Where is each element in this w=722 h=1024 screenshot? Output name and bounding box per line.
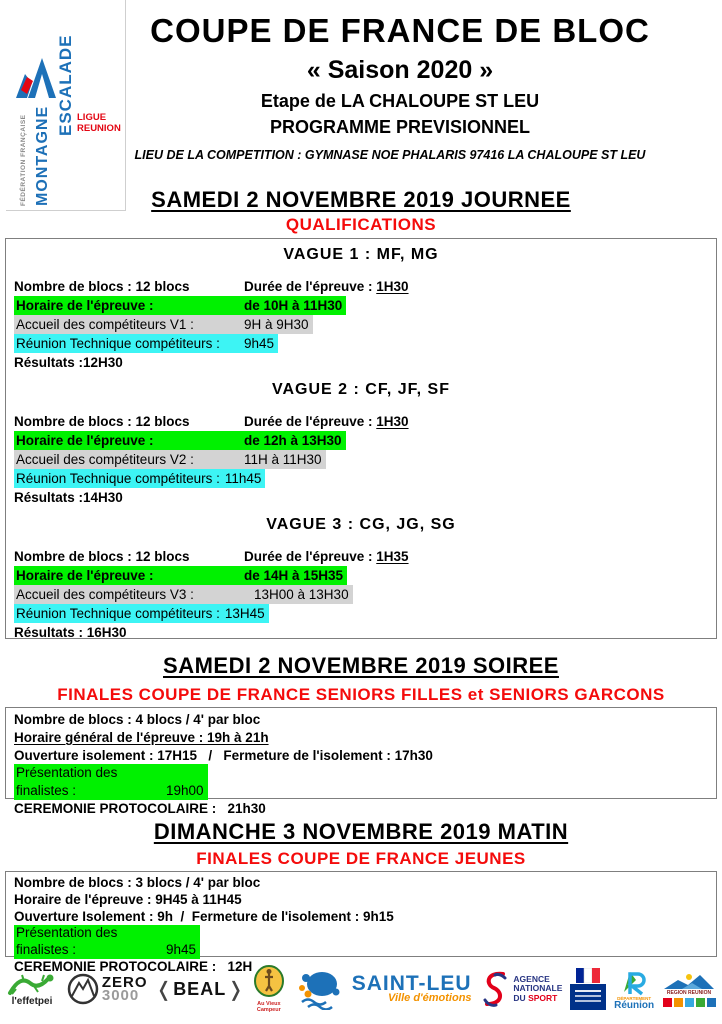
agence-nationale-sport-logo: AGENCE NATIONALE DU SPORT	[479, 968, 562, 1010]
logo-federation-text: FÉDÉRATION FRANÇAISE	[20, 114, 27, 206]
prefecture-text-block	[570, 984, 606, 1010]
logo-ligue-reunion: LIGUE REUNION	[77, 112, 121, 134]
au-vieux-campeur-logo: Au Vieux Campeur	[252, 965, 286, 1013]
region-reunion-logo: REGION REUNION	[662, 972, 716, 1007]
programme-line: PROGRAMME PREVISIONNEL	[269, 117, 531, 137]
vague-3-title: VAGUE 3 : CG, JG, SG	[266, 516, 456, 533]
prefecture-logo	[570, 968, 606, 1010]
dimanche-presentation-row: Présentation des finalistes : 9h45	[14, 925, 708, 959]
dept-r-icon	[620, 968, 648, 996]
vague-3-block	[14, 516, 708, 642]
vague-2-block	[14, 381, 708, 507]
vague-2-resultats-row: Résultats :14H30	[14, 490, 123, 505]
vague-1-title: VAGUE 1 : MF, MG	[283, 246, 439, 263]
vague-3-resultats-row: Résultats : 16H30	[14, 625, 127, 640]
etape-line: Etape de LA CHALOUPE ST LEU	[260, 91, 540, 111]
vague-2-blocs-row: Nombre de blocs : 12 blocs Durée de l'épreuve : 1H30	[14, 414, 409, 429]
finales-jeunes-box	[5, 871, 717, 974]
ans-s-icon	[479, 968, 509, 1010]
vague-2-horaire-row: Horaire de l'épreuve : de 12h à 13H30	[14, 431, 708, 450]
hiker-oval-icon	[252, 965, 286, 1001]
vague-1-horaire-row: Horaire de l'épreuve : de 10H à 11H30	[14, 296, 708, 315]
dimanche-isolement-row: Ouverture Isolement : 9h / Fermeture de l'isolement : 9h15	[14, 908, 394, 924]
vague-2-accueil-row: Accueil des compétiteurs V2 : 11H à 11H30	[14, 450, 708, 469]
gecko-icon	[6, 971, 58, 999]
departement-reunion-logo: DÉPARTEMENT Réunion	[614, 968, 654, 1011]
vague-1-blocs-row: Nombre de blocs : 12 blocs Durée de l'épreuve : 1H30	[14, 279, 409, 294]
soiree-horaire-row: Horaire général de l'épreuve : 19h à 21h	[14, 729, 269, 745]
vague-3-reunion-row: Réunion Technique compétiteurs : 13H45	[14, 604, 708, 623]
soiree-isolement-row: Ouverture isolement : 17H15 / Fermeture de l'isolement : 17h30	[14, 747, 433, 763]
dimanche-blocs-row: Nombre de blocs : 3 blocs / 4' par bloc	[14, 875, 261, 890]
vague-2-reunion-row: Réunion Technique compétiteurs : 11h45	[14, 469, 708, 488]
dimanche-ceremonie-row: CEREMONIE PROTOCOLAIRE : 12H	[14, 958, 253, 974]
logo-montagne-text: MONTAGNE	[34, 105, 51, 206]
vague-3-accueil-row: Accueil des compétiteurs V3 : 13H00 à 13H30	[14, 585, 708, 604]
finales-seniors-box	[5, 707, 717, 816]
mountain-circle-icon	[66, 972, 100, 1006]
soiree-ceremonie-row: CEREMONIE PROTOCOLAIRE : 21h30	[14, 800, 266, 816]
dimanche-horaire-row: Horaire de l'épreuve : 9H45 à 11H45	[14, 891, 242, 907]
vague-1-accueil-row: Accueil des compétiteurs V1 : 9H à 9H30	[14, 315, 708, 334]
subheading-finales-seniors: FINALES COUPE DE FRANCE SENIORS FILLES et SENIORS GARCONS	[57, 685, 665, 704]
heading-samedi-journee: SAMEDI 2 NOVEMBRE 2019 JOURNEE	[151, 187, 571, 212]
region-mountain-icon	[662, 972, 716, 990]
square-lightblue	[685, 998, 694, 1007]
soiree-presentation-row: Présentation des finalistes : 19h00	[14, 764, 708, 800]
square-green	[696, 998, 705, 1007]
vague-1-resultats-row: Résultats :12H30	[14, 355, 123, 370]
lieu-line: LIEU DE LA COMPETITION : GYMNASE NOE PHALARIS 97416 LA CHALOUPE ST LEU	[134, 148, 646, 162]
heading-samedi-soiree: SAMEDI 2 NOVEMBRE 2019 SOIREE	[163, 653, 559, 678]
vague-1-block	[14, 246, 708, 372]
turtle-icon	[294, 968, 346, 1010]
vague-3-horaire-row: Horaire de l'épreuve : de 14H à 15H35	[14, 566, 708, 585]
vague-2-title: VAGUE 2 : CF, JF, SF	[272, 381, 450, 398]
heading-dimanche-matin: DIMANCHE 3 NOVEMBRE 2019 MATIN	[153, 819, 569, 844]
region-color-squares	[663, 998, 716, 1007]
soiree-blocs-row: Nombre de blocs : 4 blocs / 4' par bloc	[14, 712, 261, 727]
saint-leu-logo: SAINT-LEU Ville d'émotions	[294, 968, 472, 1010]
subheading-qualifications: QUALIFICATIONS	[285, 215, 437, 234]
square-orange	[674, 998, 683, 1007]
subheading-finales-jeunes: FINALES COUPE DE FRANCE JEUNES	[196, 849, 526, 868]
vague-3-blocs-row: Nombre de blocs : 12 blocs Durée de l'épreuve : 1H35	[14, 549, 409, 564]
effet-pei-logo: l'effetpei	[6, 971, 58, 1007]
beal-logo: ❬ BEAL ❭	[155, 978, 244, 1001]
chevron-right-icon: ❭	[227, 978, 244, 1001]
zero3000-logo: ZERO 3000	[66, 972, 148, 1006]
french-flag-icon	[576, 968, 600, 983]
vague-1-reunion-row: Réunion Technique compétiteurs : 9h45	[14, 334, 708, 353]
logo-escalade-text: ESCALADE	[56, 34, 75, 136]
sponsor-logo-strip	[6, 962, 716, 1016]
document-title: COUPE DE FRANCE DE BLOC	[150, 12, 650, 49]
chevron-left-icon: ❬	[155, 978, 173, 1001]
qualifications-box	[5, 238, 717, 639]
season-subtitle: « Saison 2020 »	[306, 56, 494, 84]
square-red	[663, 998, 672, 1007]
square-blue	[707, 998, 716, 1007]
